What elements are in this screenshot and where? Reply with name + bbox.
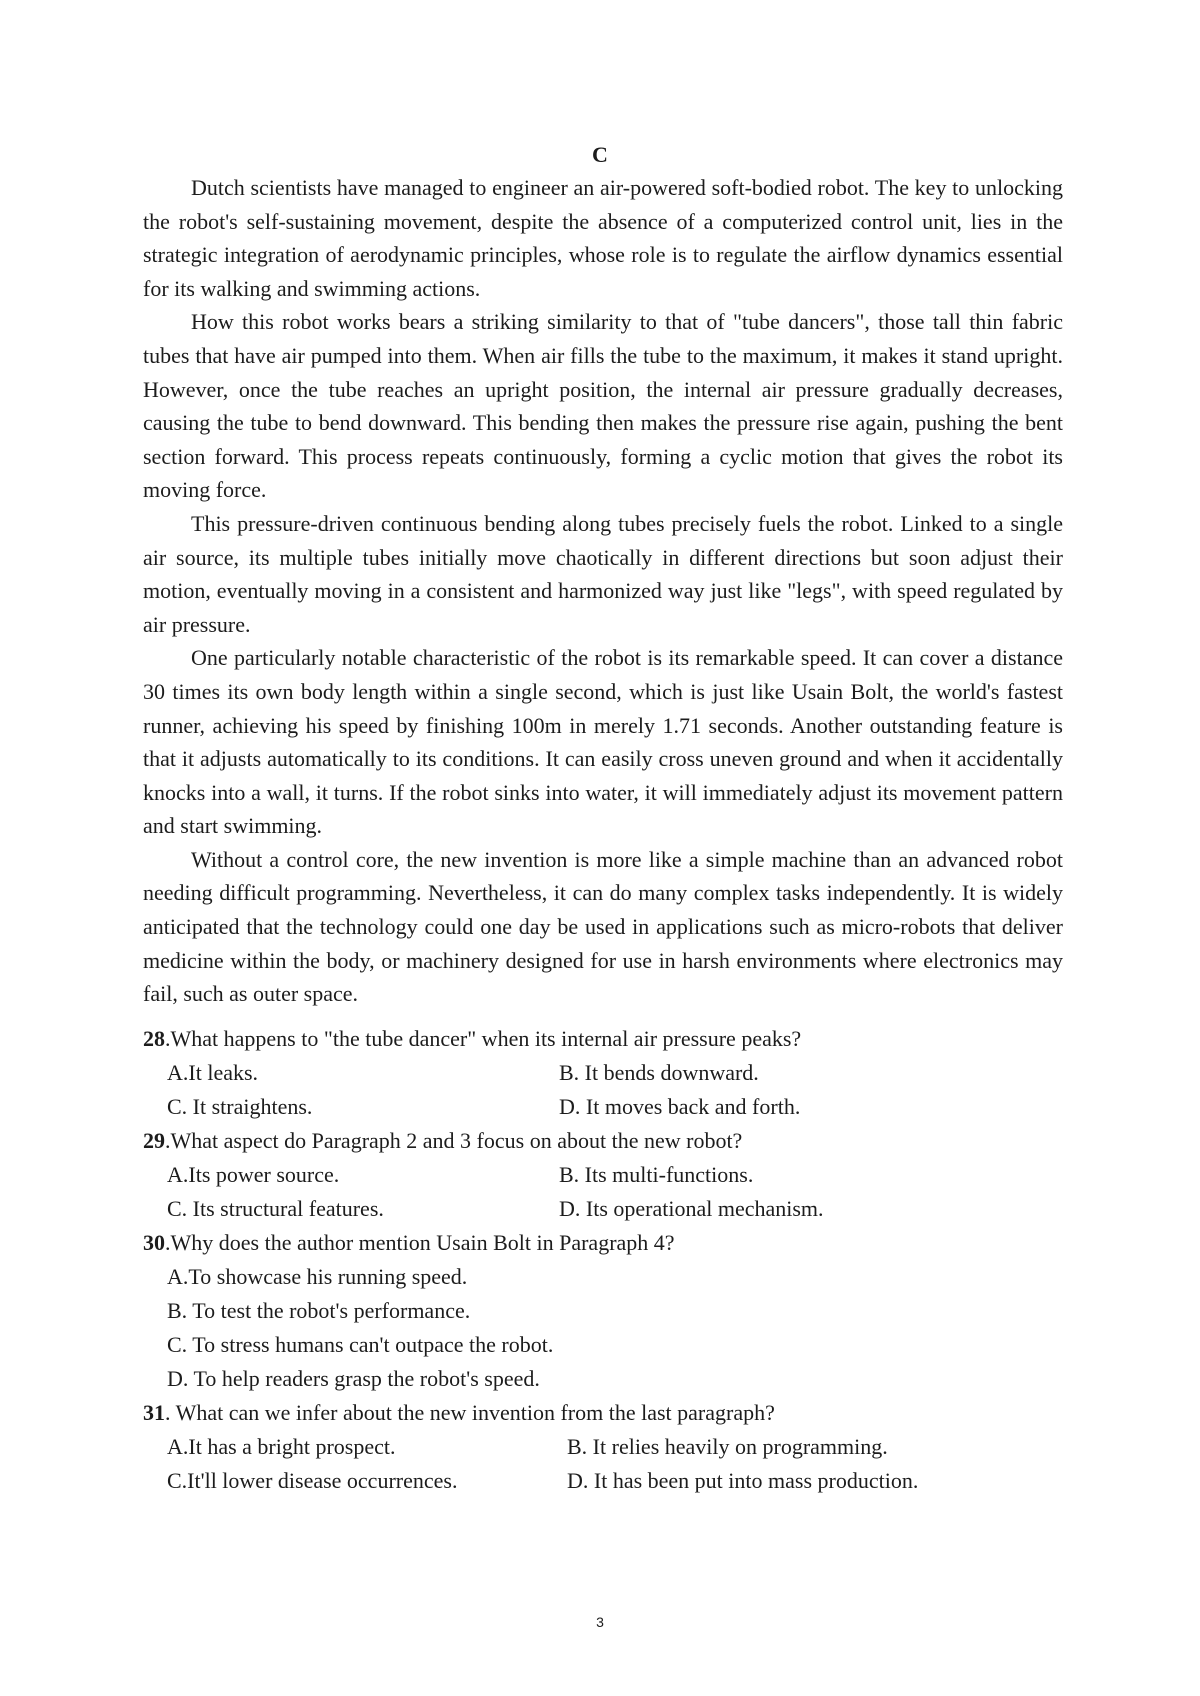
option-c: C. Its structural features. — [167, 1196, 384, 1221]
option-c: C. It straightens. — [167, 1094, 313, 1119]
option-b: B. It bends downward. — [559, 1060, 759, 1085]
question-stem — [143, 1226, 1063, 1260]
paragraph-2: How this robot works bears a striking similarity to that of "tube dancers", those tall thin fabric tubes that have air pumped into them. When air fills the tube to the maximum, it makes it stand upright. However, once the tube reaches an upright position, the internal air pressure gradually decreases, causing the tube to bend downward. This bending then makes the pressure rise again, pushing the bent section forward. This process repeats continuously, forming a cyclic motion that gives the robot its moving force. — [143, 309, 1063, 503]
question-28 — [143, 1022, 1063, 1124]
option-c: C.It'll lower disease occurrences. — [167, 1468, 458, 1493]
question-stem — [143, 1022, 1063, 1056]
option-grid — [143, 1158, 1063, 1226]
option-d: D. To help readers grasp the robot's speed. — [167, 1366, 540, 1391]
question-text: .What happens to "the tube dancer" when its internal air pressure peaks? — [165, 1026, 802, 1051]
question-list — [143, 1022, 1063, 1498]
option-c: C. To stress humans can't outpace the robot. — [167, 1332, 554, 1357]
question-number: 28 — [143, 1026, 165, 1051]
page-number: 3 — [596, 1614, 604, 1630]
option-grid — [143, 1056, 1063, 1124]
question-number: 31 — [143, 1400, 165, 1425]
option-a: A.It has a bright prospect. — [167, 1434, 396, 1459]
option-d: D. Its operational mechanism. — [559, 1196, 824, 1221]
option-d: D. It moves back and forth. — [559, 1094, 801, 1119]
question-stem — [143, 1124, 1063, 1158]
option-a: A.Its power source. — [167, 1162, 340, 1187]
paragraph-3: This pressure-driven continuous bending along tubes precisely fuels the robot. Linked to a single air source, its multiple tubes initially move chaotically in different directions but soon adjust their motion, eventually moving in a consistent and harmonized way just like "legs", with speed regulated by air pressure. — [143, 510, 1063, 637]
option-a: A.It leaks. — [167, 1060, 259, 1085]
question-number: 30 — [143, 1230, 165, 1255]
reading-passage — [143, 171, 1063, 1011]
question-number: 29 — [143, 1128, 165, 1153]
section-title: C — [592, 142, 608, 167]
option-a: A.To showcase his running speed. — [167, 1264, 468, 1289]
option-grid — [143, 1430, 1063, 1498]
option-b: B. To test the robot's performance. — [167, 1298, 471, 1323]
paragraph-1: Dutch scientists have managed to engineer an air-powered soft-bodied robot. The key to unlocking the robot's self-sustaining movement, despite the absence of a computerized control unit, lies in the strategic integration of aerodynamic principles, whose role is to regulate the airflow dynamics essential for its walking and swimming actions. — [143, 175, 1063, 301]
question-text: . What can we infer about the new invention from the last paragraph? — [165, 1400, 775, 1425]
paragraph-4: One particularly notable characteristic of the robot is its remarkable speed. It can cover a distance 30 times its own body length within a single second, which is just like Usain Bolt, the world's fastest runner, achieving his speed by finishing 100m in merely 1.71 seconds. Another outstanding feature is that it adjusts automatically to its conditions. It can easily cross uneven ground and when it accidentally knocks into a wall, it turns. If the robot sinks into water, it will immediately adjust its movement pattern and start swimming. — [143, 645, 1063, 839]
option-b: B. Its multi-functions. — [559, 1162, 754, 1187]
question-29 — [143, 1124, 1063, 1226]
option-b: B. It relies heavily on programming. — [567, 1434, 888, 1459]
question-30 — [143, 1226, 1063, 1396]
paragraph-5: Without a control core, the new invention is more like a simple machine than an advanced robot needing difficult programming. Nevertheless, it can do many complex tasks independently. It is widely anticipated that the technology could one day be used in applications such as micro-robots that deliver medicine within the body, or machinery designed for use in harsh environments where electronics may fail, such as outer space. — [143, 846, 1063, 1007]
question-text: .Why does the author mention Usain Bolt in Paragraph 4? — [165, 1230, 675, 1255]
option-list — [143, 1260, 1063, 1396]
option-d: D. It has been put into mass production. — [567, 1468, 919, 1493]
question-31 — [143, 1396, 1063, 1498]
question-stem — [143, 1396, 1063, 1430]
question-text: .What aspect do Paragraph 2 and 3 focus on about the new robot? — [165, 1128, 743, 1153]
